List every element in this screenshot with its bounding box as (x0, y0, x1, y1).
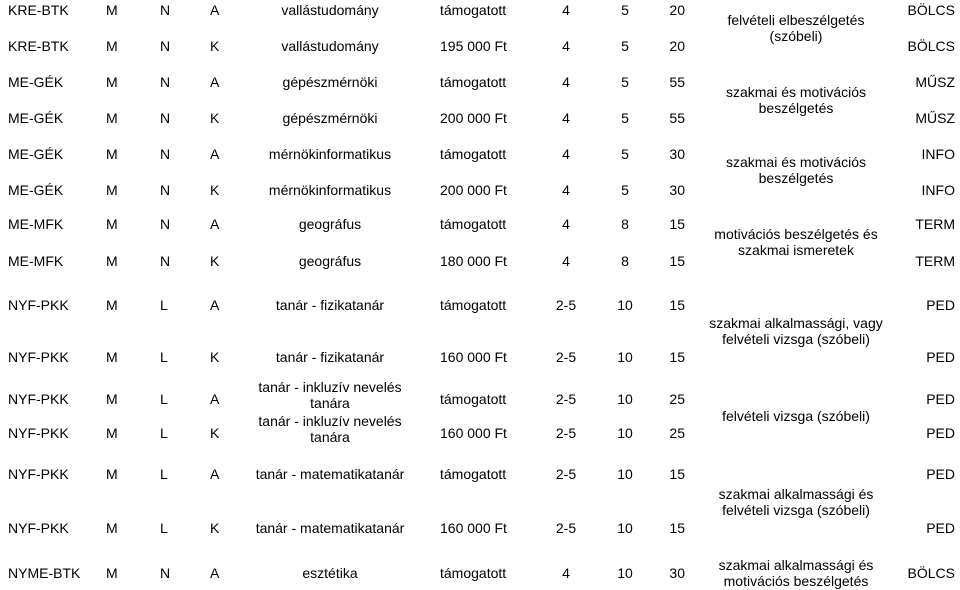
row-schedule: L (160, 425, 168, 441)
row-schedule: N (160, 38, 171, 54)
row-level: M (106, 349, 118, 365)
row-funding-type: K (210, 425, 220, 441)
row-programme-text: tanár - matematikatanár (255, 466, 405, 482)
row-funding-type: A (210, 216, 220, 232)
row-financing: 160 000 Ft (440, 349, 507, 365)
row-financing: támogatott (440, 466, 507, 482)
row-capacity-text: 25 (669, 425, 685, 441)
row-capacity-text: 15 (669, 466, 685, 482)
row-level: M (106, 216, 118, 232)
row-duration-text: 2-5 (555, 520, 577, 536)
row-programme-text: esztétika (302, 565, 358, 581)
row-duration-text: 2-5 (555, 297, 577, 313)
row-faculty-text: INFO (921, 182, 955, 198)
row-faculty-text: PED (926, 349, 955, 365)
row-duration-text: 2-5 (555, 391, 577, 407)
row-level: M (106, 253, 118, 269)
row-financing: 200 000 Ft (440, 182, 507, 198)
row-level: M (106, 146, 118, 162)
row-programme-text: vallástudomány (281, 38, 379, 54)
row-semesters-text: 8 (621, 216, 629, 232)
row-institution-code: NYF-PKK (8, 349, 69, 365)
row-funding-type: A (210, 146, 220, 162)
row-institution-code: NYF-PKK (8, 297, 69, 313)
row-semesters-text: 10 (617, 466, 633, 482)
row-level: M (106, 74, 118, 90)
row-duration-text: 4 (562, 38, 570, 54)
row-level: M (106, 565, 118, 581)
row-schedule: N (160, 74, 171, 90)
row-capacity-text: 15 (669, 349, 685, 365)
row-faculty-text: BÖLCS (907, 2, 955, 18)
row-schedule: L (160, 391, 168, 407)
row-duration-text: 4 (562, 146, 570, 162)
row-programme: tanár - inkluzív nevelés tanára (258, 413, 402, 445)
row-schedule: L (160, 520, 168, 536)
row-institution-code: ME-GÉK (8, 146, 64, 162)
row-semesters-text: 10 (617, 391, 633, 407)
row-faculty-text: PED (926, 391, 955, 407)
row-institution-code: NYME-BTK (8, 565, 81, 581)
row-faculty-text: MŰSZ (915, 110, 955, 126)
row-semesters-text: 5 (621, 74, 629, 90)
row-faculty-text: BÖLCS (907, 565, 955, 581)
entrance-exam-description: szakmai alkalmassági és motivációs beszélgetés (718, 557, 874, 589)
row-faculty-text: TERM (915, 253, 955, 269)
row-faculty-text: TERM (915, 216, 955, 232)
row-schedule: N (160, 565, 171, 581)
row-duration-text: 4 (562, 2, 570, 18)
row-duration-text: 4 (562, 565, 570, 581)
row-level: M (106, 466, 118, 482)
row-schedule: L (160, 349, 168, 365)
row-semesters-text: 10 (617, 349, 633, 365)
row-institution-code: ME-MFK (8, 216, 64, 232)
row-financing: támogatott (440, 297, 507, 313)
row-schedule: N (160, 182, 171, 198)
row-financing: 180 000 Ft (440, 253, 507, 269)
row-institution-code: KRE-BTK (8, 2, 69, 18)
row-funding-type: K (210, 38, 220, 54)
row-programme-text: tanár - fizikatanár (275, 297, 385, 313)
row-programme-text: tanár - matematikatanár (255, 520, 405, 536)
row-financing: támogatott (440, 146, 507, 162)
entrance-exam-description: szakmai és motivációs beszélgetés (725, 154, 867, 186)
row-institution-code: NYF-PKK (8, 466, 69, 482)
row-financing: támogatott (440, 391, 507, 407)
row-semesters-text: 5 (621, 38, 629, 54)
row-duration-text: 4 (562, 182, 570, 198)
row-duration-text: 2-5 (555, 425, 577, 441)
row-institution-code: KRE-BTK (8, 38, 69, 54)
row-funding-type: A (210, 74, 220, 90)
row-programme-text: mérnökinformatikus (268, 182, 392, 198)
row-semesters-text: 10 (617, 425, 633, 441)
row-schedule: N (160, 216, 171, 232)
row-capacity-text: 15 (669, 253, 685, 269)
row-financing: 160 000 Ft (440, 520, 507, 536)
row-schedule: N (160, 110, 171, 126)
row-level: M (106, 297, 118, 313)
entrance-exam-description: szakmai alkalmassági és felvételi vizsga (szóbeli) (718, 486, 874, 518)
row-faculty-text: PED (926, 466, 955, 482)
row-funding-type: A (210, 297, 220, 313)
row-schedule: L (160, 466, 168, 482)
row-programme-text: gépészmérnöki (282, 110, 378, 126)
row-duration-text: 4 (562, 74, 570, 90)
row-schedule: N (160, 253, 171, 269)
row-duration-text: 2-5 (555, 466, 577, 482)
row-programme: tanár - inkluzív nevelés tanára (258, 379, 402, 411)
entrance-exam-description: szakmai és motivációs beszélgetés (725, 84, 867, 116)
row-funding-type: A (210, 466, 220, 482)
row-semesters-text: 10 (617, 520, 633, 536)
row-semesters-text: 10 (617, 297, 633, 313)
row-programme-text: gépészmérnöki (282, 74, 378, 90)
row-level: M (106, 110, 118, 126)
row-level: M (106, 391, 118, 407)
row-schedule: L (160, 297, 168, 313)
row-programme-text: geográfus (298, 253, 362, 269)
row-faculty-text: PED (926, 297, 955, 313)
row-institution-code: ME-GÉK (8, 74, 64, 90)
row-duration-text: 4 (562, 110, 570, 126)
row-level: M (106, 182, 118, 198)
row-programme-text: mérnökinformatikus (268, 146, 392, 162)
row-capacity-text: 30 (669, 182, 685, 198)
row-faculty-text: PED (926, 520, 955, 536)
row-financing: 195 000 Ft (440, 38, 507, 54)
row-financing: támogatott (440, 74, 507, 90)
row-financing: támogatott (440, 565, 507, 581)
row-funding-type: K (210, 520, 220, 536)
row-capacity-text: 55 (669, 74, 685, 90)
row-institution-code: ME-MFK (8, 253, 64, 269)
row-duration-text: 4 (562, 216, 570, 232)
row-faculty-text: PED (926, 425, 955, 441)
row-capacity-text: 25 (669, 391, 685, 407)
row-institution-code: NYF-PKK (8, 425, 69, 441)
row-funding-type: A (210, 391, 220, 407)
row-semesters-text: 5 (621, 182, 629, 198)
row-financing: támogatott (440, 2, 507, 18)
row-faculty-text: INFO (921, 146, 955, 162)
entrance-exam-description: motivációs beszélgetés és szakmai ismeretek (714, 226, 878, 258)
row-capacity-text: 15 (669, 520, 685, 536)
row-institution-code: NYF-PKK (8, 391, 69, 407)
entrance-exam-description: szakmai alkalmassági, vagy felvételi vizsga (szóbeli) (709, 315, 883, 347)
row-capacity-text: 15 (669, 297, 685, 313)
row-funding-type: K (210, 110, 220, 126)
row-level: M (106, 520, 118, 536)
row-capacity-text: 20 (669, 2, 685, 18)
row-semesters-text: 8 (621, 253, 629, 269)
row-faculty-text: BÖLCS (907, 38, 955, 54)
row-semesters-text: 5 (621, 110, 629, 126)
row-level: M (106, 38, 118, 54)
row-level: M (106, 425, 118, 441)
row-schedule: N (160, 146, 171, 162)
row-programme-text: tanár - fizikatanár (275, 349, 385, 365)
row-institution-code: ME-GÉK (8, 110, 64, 126)
row-semesters-text: 5 (621, 2, 629, 18)
row-institution-code: NYF-PKK (8, 520, 69, 536)
row-duration-text: 2-5 (555, 349, 577, 365)
row-capacity-text: 55 (669, 110, 685, 126)
row-faculty-text: MŰSZ (915, 74, 955, 90)
row-programme-text: geográfus (298, 216, 362, 232)
row-funding-type: K (210, 182, 220, 198)
row-semesters-text: 10 (617, 565, 633, 581)
row-funding-type: A (210, 565, 220, 581)
row-financing: támogatott (440, 216, 507, 232)
row-institution-code: ME-GÉK (8, 182, 64, 198)
row-level: M (106, 2, 118, 18)
row-programme-text: vallástudomány (281, 2, 379, 18)
row-schedule: N (160, 2, 171, 18)
row-capacity-text: 20 (669, 38, 685, 54)
entrance-exam-description: felvételi vizsga (szóbeli) (722, 408, 870, 424)
row-semesters-text: 5 (621, 146, 629, 162)
row-capacity-text: 15 (669, 216, 685, 232)
entrance-exam-description: felvételi elbeszélgetés (szóbeli) (727, 12, 865, 44)
row-capacity-text: 30 (669, 146, 685, 162)
row-funding-type: K (210, 253, 220, 269)
row-funding-type: K (210, 349, 220, 365)
row-funding-type: A (210, 2, 220, 18)
row-duration-text: 4 (562, 253, 570, 269)
row-capacity-text: 30 (669, 565, 685, 581)
row-financing: 200 000 Ft (440, 110, 507, 126)
row-financing: 160 000 Ft (440, 425, 507, 441)
